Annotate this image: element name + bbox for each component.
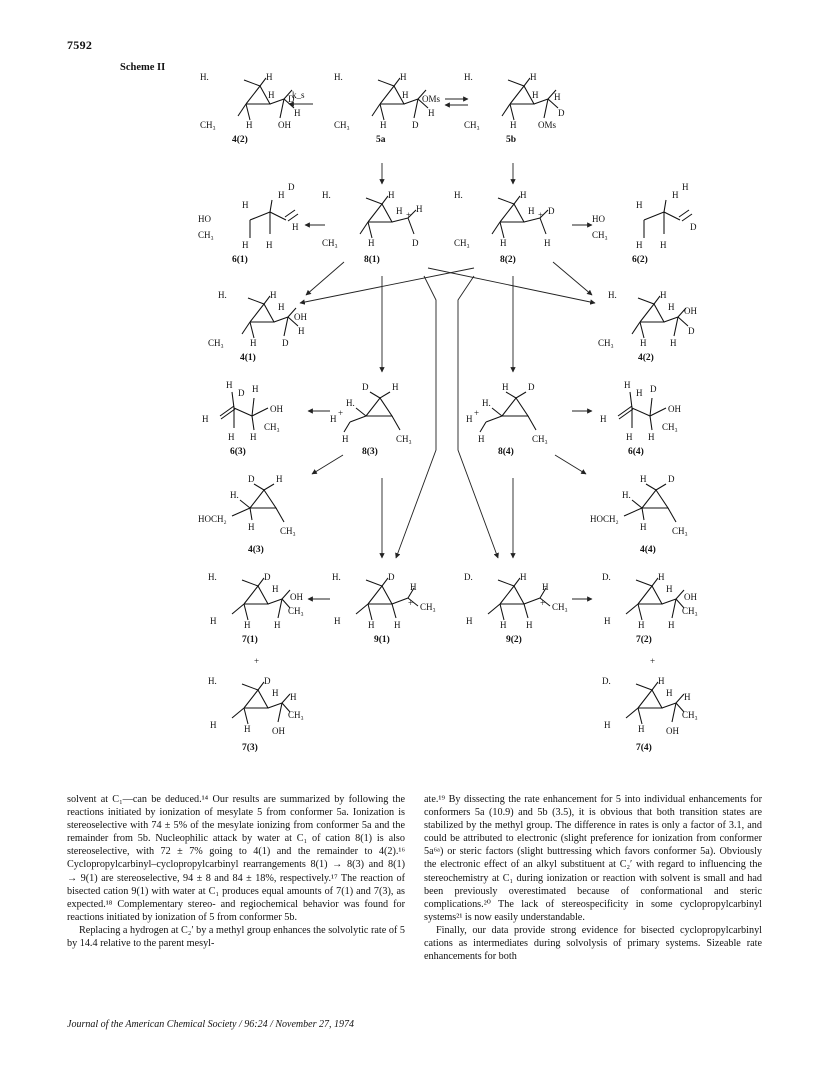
atom-label: H [640, 338, 647, 348]
atom-label: H [330, 414, 337, 424]
atom-label: H [278, 190, 285, 200]
atom-label: H [466, 414, 473, 424]
atom-label: H [658, 676, 665, 686]
compound-caption: 7(2) [636, 635, 652, 645]
atom-label: H [544, 238, 551, 248]
atom-label: H [388, 190, 395, 200]
atom-label: H. [464, 72, 473, 82]
compound-caption: 4(2) [232, 135, 248, 145]
compound-8-2 [454, 190, 555, 265]
atom-label: H [278, 302, 285, 312]
atom-label: H. [346, 398, 355, 408]
atom-label: CH₃ [420, 602, 436, 612]
atom-label: CH₃ [682, 606, 698, 616]
atom-label: H [394, 620, 401, 630]
atom-label: H [368, 238, 375, 248]
atom-label: OH [278, 120, 291, 130]
compound-7-3 [208, 676, 304, 753]
atom-label: CH₃ [454, 238, 470, 248]
atom-label: OH [290, 592, 303, 602]
atom-label: H [640, 522, 647, 532]
atom-label: H [294, 108, 301, 118]
atom-label: H [242, 240, 249, 250]
rate-constant-label: k_s [292, 90, 305, 100]
atom-label: H [600, 414, 607, 424]
atom-label: D [688, 326, 695, 336]
atom-label: D [690, 222, 697, 232]
atom-label: D [264, 676, 271, 686]
compound-caption: 8(1) [364, 255, 380, 265]
paragraph: ate.¹⁹ By dissecting the rate enhancement for 5 into individual enhancements for conformers 5a (10.9) and 5b (3.5), it is obvious that both transition states are stabilized by the methyl group. The difference in rates is only a factor of 3.1, and could be attributed to electronic (slight preference for ionization from conformer 5a⁶ᵃ) or steric factors (slight buttressing which favors conformer 5a). Obviously the electronic effect of an alkyl substituent at C₂′ with regard to influencing the stereochemistry at C₁ during ionization or reaction with solvent is small and had been previously overestimated because of conformational and steric complications.²⁰ The lack of stereospecificity in some cyclopropylcarbinyl systems²¹ is now easily understandable. [424, 794, 762, 923]
compound-caption: 4(1) [240, 353, 256, 363]
atom-label: H [272, 584, 279, 594]
atom-label: H [396, 206, 403, 216]
atom-label: D [412, 120, 419, 130]
compound-8-4 [466, 382, 548, 457]
atom-label: H [672, 190, 679, 200]
compound-4-1 [208, 290, 307, 363]
compound-4-4 [590, 474, 688, 555]
plus-sign: + [254, 656, 260, 666]
page-number: 7592 [67, 38, 93, 52]
compound-caption: 6(3) [230, 447, 246, 457]
compound-caption: 4(3) [248, 545, 264, 555]
compound-caption: 6(2) [632, 255, 648, 265]
compound-caption: 8(3) [362, 447, 378, 457]
compound-7-1 [208, 572, 304, 645]
atom-label: H [250, 338, 257, 348]
atom-label: H [520, 572, 527, 582]
compound-6-1 [198, 182, 299, 265]
atom-label: H [640, 474, 647, 484]
atom-label: OH [272, 726, 285, 736]
journal-footer: Journal of the American Chemical Society / 96:24 / November 27, 1974 [67, 1019, 354, 1030]
atom-label: H [658, 572, 665, 582]
atom-label: H [252, 384, 259, 394]
atom-label: H [636, 200, 643, 210]
atom-label: H. [332, 572, 341, 582]
atom-label: D [362, 382, 369, 392]
atom-label: CH₃ [464, 120, 480, 130]
paragraph: Replacing a hydrogen at C₂′ by a methyl group enhances the solvolytic rate of 5 by 14.4 relative to the parent mesyl- [67, 924, 405, 950]
atom-label: H [502, 382, 509, 392]
atom-label: D [650, 384, 657, 394]
atom-label: H [202, 414, 209, 424]
plus-sign: + [650, 656, 656, 666]
atom-label: CH₃ [322, 238, 338, 248]
atom-label: D [248, 474, 255, 484]
atom-label: H [638, 620, 645, 630]
atom-label: H [272, 688, 279, 698]
compound-caption: 9(1) [374, 635, 390, 645]
atom-label: CH₃ [672, 526, 688, 536]
compound-caption: 4(2) [638, 353, 654, 363]
atom-label: H. [218, 290, 227, 300]
atom-label: CH₃ [396, 434, 412, 444]
atom-label: H [246, 120, 253, 130]
atom-label: H [510, 120, 517, 130]
reaction-arrows [289, 99, 595, 599]
atom-label: H [268, 90, 275, 100]
compound-caption: 9(2) [506, 635, 522, 645]
atom-label: H [428, 108, 435, 118]
atom-label: H [542, 582, 549, 592]
atom-label: CH₃ [682, 710, 698, 720]
compound-9-2 [464, 572, 568, 645]
atom-label: H [660, 290, 667, 300]
atom-label: H [668, 302, 675, 312]
atom-label: H [660, 240, 667, 250]
compound-caption: 5b [506, 135, 517, 145]
atom-label: CH₃ [288, 710, 304, 720]
atom-label: HOCH₂ [590, 514, 619, 524]
atom-label: H [530, 72, 537, 82]
atom-label: H [276, 474, 283, 484]
compound-8-3 [330, 382, 412, 457]
atom-label: OH [684, 592, 697, 602]
atom-label: H [500, 620, 507, 630]
atom-label: H. [322, 190, 331, 200]
atom-label: OH [270, 404, 283, 414]
atom-label: H [684, 692, 691, 702]
atom-label: H. [482, 398, 491, 408]
atom-label: H. [230, 490, 239, 500]
atom-label: H [242, 200, 249, 210]
atom-label: CH₃ [662, 422, 678, 432]
atom-label: OH [684, 306, 697, 316]
atom-label: H. [334, 72, 343, 82]
paragraph: Finally, our data provide strong evidence for bisected cyclopropylcarbinyl cations as intermediates during solvolysis of primary systems. Sizeable rate enhancements for both [424, 924, 762, 963]
atom-label: H [626, 432, 633, 442]
atom-label: D [668, 474, 675, 484]
atom-label: CH₃ [532, 434, 548, 444]
atom-label: H [266, 72, 273, 82]
atom-label: HO [592, 214, 605, 224]
atom-label: H. [208, 572, 217, 582]
compound-5b [464, 72, 565, 145]
atom-label: H [682, 182, 689, 192]
atom-label: HOCH₂ [198, 514, 227, 524]
atom-label: H [402, 90, 409, 100]
atom-label: CH₃ [334, 120, 350, 130]
atom-label: CH₃ [198, 230, 214, 240]
atom-label: H [604, 616, 611, 626]
atom-label: H [670, 338, 677, 348]
atom-label: D [558, 108, 565, 118]
atom-label: H. [622, 490, 631, 500]
atom-label: H [210, 616, 217, 626]
atom-label: H [668, 620, 675, 630]
atom-label: CH₃ [264, 422, 280, 432]
compound-caption: 4(4) [640, 545, 656, 555]
paragraph: solvent at C₁—can be deduced.¹⁴ Our results are summarized by following the reactions initiated by ionization of mesylate 5 from conformer 5a. Ionization is stereoselective with 74 ± 5% of the mesylate ionizing from conformer 5a and the remainder from 5b. Nucleophilic attack by water at C₁ of cation 8(1) is also stereoselective, with 72 ± 7% going to 4(1) and the remainder to 4(2).¹⁶ Cyclopropylcarbinyl–cyclopropylcarbinyl rearrangements 8(1) → 8(3) and 8(1) → 9(1) are stereoselective, 94 ± 8 and 84 ± 18%, respectively.¹⁷ The reaction of bisected cation 9(1) with water at C₁ produces equal amounts of 7(1) and 7(3), as expected.¹⁸ Complementary stereo- and regiochemical behavior was found for reactions initiated by ionization of 5 from conformer 5b. [67, 794, 405, 923]
atom-label: H [226, 380, 233, 390]
compound-6-2 [592, 182, 697, 265]
atom-label: OH [666, 726, 679, 736]
atom-label: H [228, 432, 235, 442]
compound-caption: 7(4) [636, 743, 652, 753]
atom-label: H [400, 72, 407, 82]
atom-label: H [532, 90, 539, 100]
atom-label: H [648, 432, 655, 442]
atom-label: H [604, 720, 611, 730]
atom-label: CH₃ [208, 338, 224, 348]
atom-label: H [274, 620, 281, 630]
compound-caption: 5a [376, 135, 386, 145]
atom-label: OH [294, 312, 307, 322]
atom-label: CH₃ [288, 606, 304, 616]
atom-label: + [540, 598, 546, 608]
atom-label: + [538, 210, 544, 220]
atom-label: CH₃ [200, 120, 216, 130]
compound-caption: 7(3) [242, 743, 258, 753]
atom-label: H [250, 432, 257, 442]
compound-caption: 6(4) [628, 447, 644, 457]
compound-6-3 [202, 380, 283, 457]
atom-label: + [338, 408, 344, 418]
atom-label: H. [208, 676, 217, 686]
atom-label: D [528, 382, 535, 392]
atom-label: D. [602, 676, 611, 686]
atom-label: CH₃ [592, 230, 608, 240]
atom-label: H [244, 724, 251, 734]
atom-label: CH₃ [552, 602, 568, 612]
compound-caption: 8(2) [500, 255, 516, 265]
atom-label: CH₃ [280, 526, 296, 536]
atom-label: H [624, 380, 631, 390]
atom-label: H [244, 620, 251, 630]
atom-label: D [412, 238, 419, 248]
atom-label: D [388, 572, 395, 582]
atom-label: + [408, 598, 414, 608]
atom-label: H [380, 120, 387, 130]
atom-label: H [666, 584, 673, 594]
compound-caption: 7(1) [242, 635, 258, 645]
atom-label: H [342, 434, 349, 444]
atom-label: D [264, 572, 271, 582]
atom-label: D. [602, 572, 611, 582]
atom-label: H [416, 204, 423, 214]
atom-label: H [334, 616, 341, 626]
compound-4-3 [198, 474, 296, 555]
atom-label: H [500, 238, 507, 248]
atom-label: + [406, 210, 412, 220]
atom-label: D. [464, 572, 473, 582]
atom-label: H. [454, 190, 463, 200]
atom-label: H [290, 692, 297, 702]
compound-caption: 8(4) [498, 447, 514, 457]
atom-label: H [526, 620, 533, 630]
atom-label: D [288, 182, 295, 192]
atom-label: D [282, 338, 289, 348]
atom-label: OMs [422, 94, 441, 104]
compound-6-4 [600, 380, 681, 457]
compound-8-1 [322, 190, 423, 265]
atom-label: H [210, 720, 217, 730]
atom-label: H [636, 240, 643, 250]
atom-label: H [248, 522, 255, 532]
atom-label: D [238, 388, 245, 398]
compound-7-4 [602, 676, 698, 753]
atom-label: H [392, 382, 399, 392]
atom-label: OMs [538, 120, 557, 130]
atom-label: H [466, 616, 473, 626]
atom-label: H [270, 290, 277, 300]
atom-label: H [528, 206, 535, 216]
compound-7-2 [602, 572, 698, 645]
atom-label: H [368, 620, 375, 630]
atom-label: H [520, 190, 527, 200]
atom-label: HO [198, 214, 211, 224]
atom-label: H [554, 92, 561, 102]
atom-label: H [636, 388, 643, 398]
atom-label: H [666, 688, 673, 698]
atom-label: H [638, 724, 645, 734]
compound-caption: 6(1) [232, 255, 248, 265]
atom-label: CH₃ [598, 338, 614, 348]
body-column-left [67, 793, 405, 950]
atom-label: D [288, 94, 295, 104]
atom-label: H [410, 582, 417, 592]
scheme-title: Scheme II [120, 62, 166, 73]
compound-9-1 [332, 572, 436, 645]
atom-label: OH [668, 404, 681, 414]
compound-4-2-top [200, 72, 301, 145]
compound-5a [334, 72, 441, 145]
atom-label: H. [200, 72, 209, 82]
atom-label: + [474, 408, 480, 418]
atom-label: H [478, 434, 485, 444]
atom-label: H [266, 240, 273, 250]
compound-4-2-right [598, 290, 697, 363]
atom-label: H. [608, 290, 617, 300]
atom-label: H [292, 222, 299, 232]
atom-label: D [548, 206, 555, 216]
body-column-right [424, 793, 762, 963]
atom-label: H [298, 326, 305, 336]
